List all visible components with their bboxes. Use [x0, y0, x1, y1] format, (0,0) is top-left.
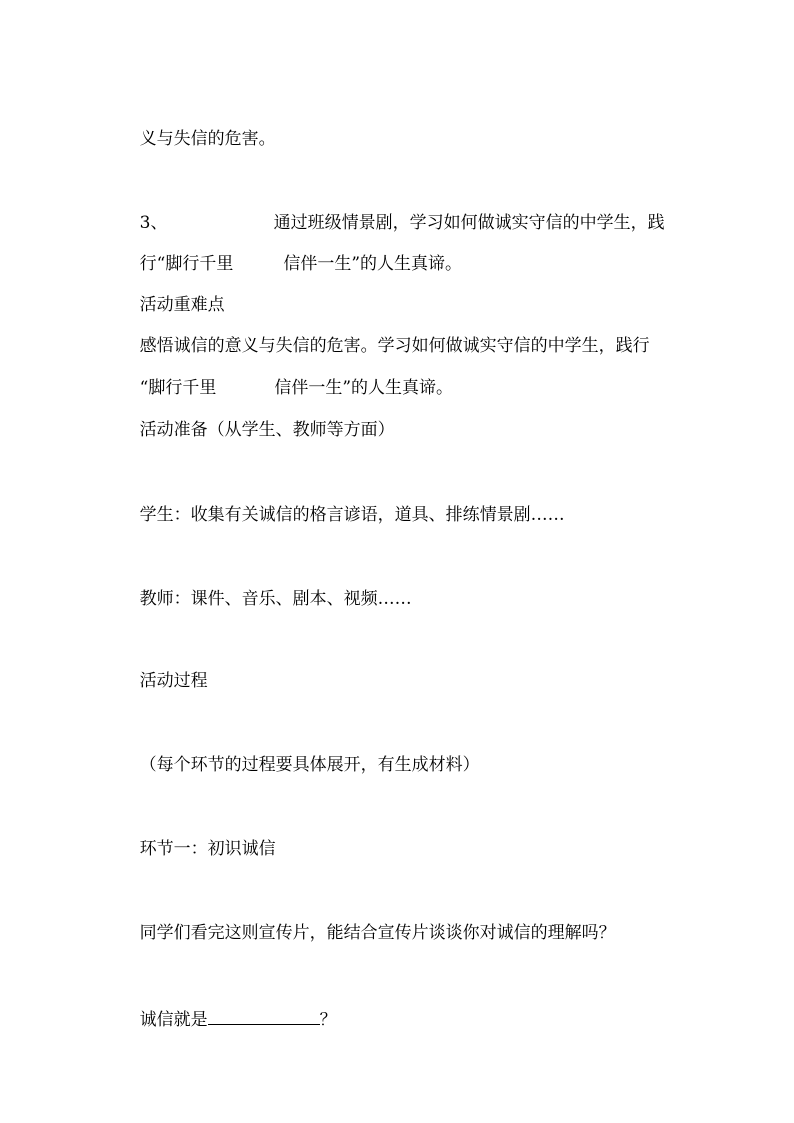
- objective-3-text-a: 行“脚行千里: [139, 254, 234, 274]
- key-points-line-1: 感悟诚信的意义与失信的危害。学习如何做诚实守信的中学生，践行: [139, 336, 650, 356]
- objective-2-continuation: 义与失信的危害。: [139, 129, 276, 149]
- fill-in-prefix: 诚信就是: [139, 1010, 208, 1030]
- section-1-question: 同学们看完这则宣传片，能结合宣传片谈谈你对诚信的理解吗？: [139, 923, 616, 943]
- key-points-line-2: [118, 355, 454, 398]
- process-heading: 活动过程: [139, 671, 208, 691]
- section-1-heading: 环节一：初识诚信: [139, 839, 276, 859]
- preparation-heading: 活动准备（从学生、教师等方面）: [139, 420, 395, 440]
- objective-3-text: 通过班级情景剧，学习如何做诚实守信的中学生，践: [273, 213, 665, 233]
- objective-3-line-1: [118, 190, 665, 233]
- objective-3-number: 3、: [139, 213, 168, 233]
- objective-3-text-b: 信伴一生”的人生真谛。: [283, 254, 463, 274]
- objective-3-line-2: [118, 231, 463, 274]
- text-line: [118, 106, 276, 149]
- key-points-heading: 活动重难点: [139, 295, 225, 315]
- preparation-student: 学生：收集有关诚信的格言谚语，道具、排练情景剧……: [139, 505, 565, 525]
- fill-in-suffix: ？: [319, 1010, 337, 1030]
- key-points-text-a: “脚行千里: [139, 378, 217, 398]
- fill-in-blank: [208, 1006, 320, 1025]
- fill-in-line: [118, 984, 337, 1030]
- process-note: （每个环节的过程要具体展开，有生成材料）: [139, 755, 480, 775]
- key-points-text-b: 信伴一生”的人生真谛。: [274, 378, 454, 398]
- preparation-teacher: 教师：课件、音乐、剧本、视频……: [139, 589, 412, 609]
